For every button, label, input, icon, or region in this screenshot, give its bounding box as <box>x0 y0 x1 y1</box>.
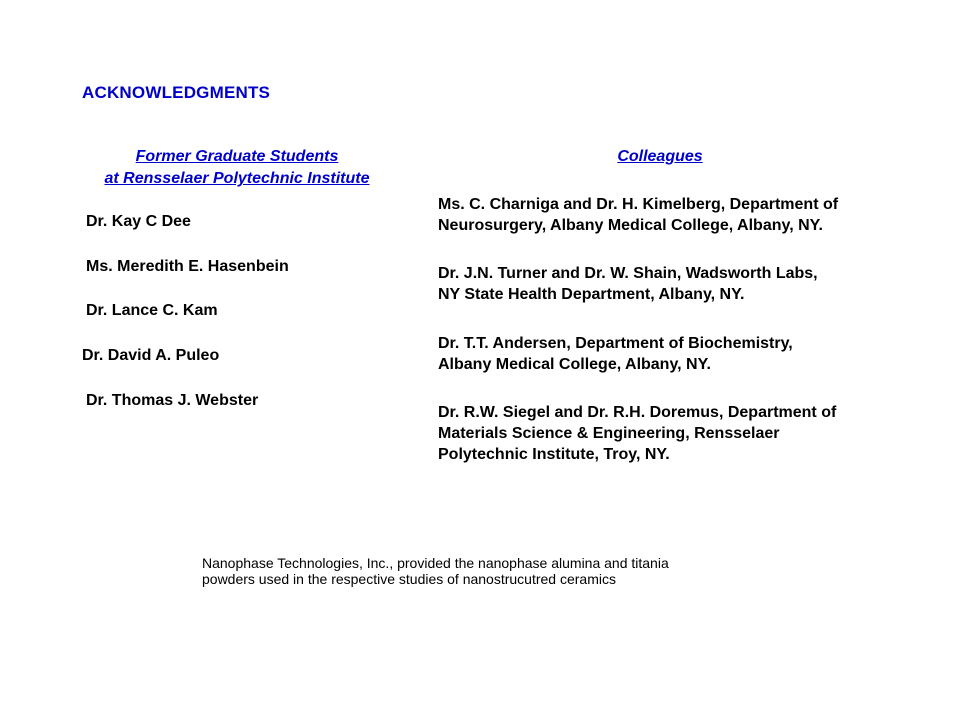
colleague-entry-4 <box>438 402 938 465</box>
colleague-entry-line: Dr. J.N. Turner and Dr. W. Shain, Wadsworth Labs, <box>438 265 818 282</box>
colleague-entry-line: Neurosurgery, Albany Medical College, Albany, NY. <box>438 217 823 234</box>
student-name-1: Dr. Kay C Dee <box>86 213 191 230</box>
page-title: ACKNOWLEDGMENTS <box>82 83 271 102</box>
students-heading-line2: at Rensselaer Polytechnic Institute <box>104 170 370 187</box>
colleague-entry-2 <box>438 263 938 305</box>
student-name-5: Dr. Thomas J. Webster <box>86 392 259 409</box>
students-heading <box>82 146 392 190</box>
funding-note-line1: Nanophase Technologies, Inc., provided the nanophase alumina and titania <box>202 555 669 571</box>
student-name-4: Dr. David A. Puleo <box>82 347 220 364</box>
colleague-entry-line: Dr. T.T. Andersen, Department of Biochemistry, <box>438 335 793 352</box>
colleague-entry-line: Albany Medical College, Albany, NY. <box>438 356 711 373</box>
colleague-entry-line: NY State Health Department, Albany, NY. <box>438 286 745 303</box>
colleague-entry-line: Dr. R.W. Siegel and Dr. R.H. Doremus, Department of <box>438 404 837 421</box>
colleagues-heading: Colleagues <box>617 148 703 165</box>
colleague-entry-line: Materials Science & Engineering, Rensselaer <box>438 425 780 442</box>
colleague-entry-1 <box>438 194 938 236</box>
funding-note <box>202 555 669 587</box>
student-name-3: Dr. Lance C. Kam <box>86 302 218 319</box>
funding-note-line2: powders used in the respective studies of nanostrucutred ceramics <box>202 571 616 587</box>
students-heading-line1: Former Graduate Students <box>135 148 339 165</box>
colleague-entry-line: Polytechnic Institute, Troy, NY. <box>438 446 670 463</box>
student-name-2: Ms. Meredith E. Hasenbein <box>86 258 289 275</box>
colleague-entry-3 <box>438 333 938 375</box>
colleague-entry-line: Ms. C. Charniga and Dr. H. Kimelberg, Department of <box>438 196 839 213</box>
